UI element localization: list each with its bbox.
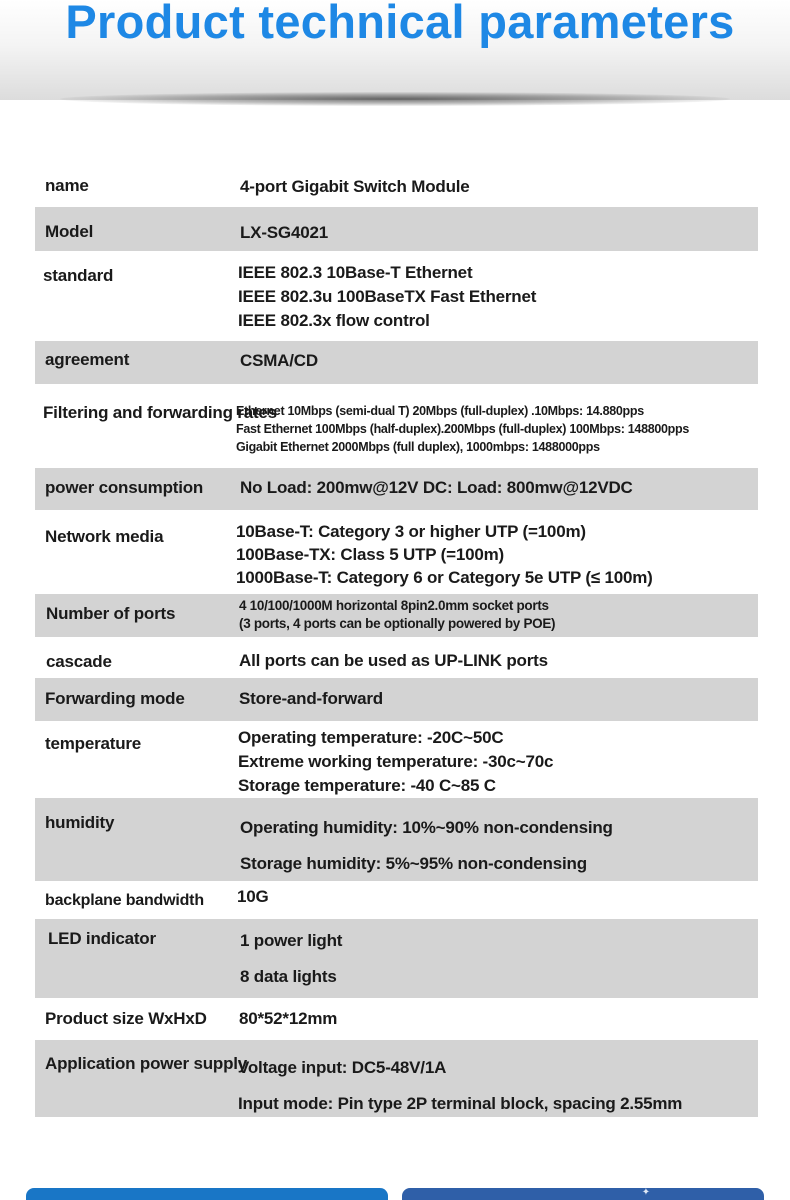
spec-label-line: Model: [45, 222, 94, 241]
spec-label-line: Application: [45, 1054, 136, 1073]
spec-label-line: Product size WxHxD: [45, 1009, 207, 1028]
spec-value-line: Voltage input: DC5-48V/1A: [238, 1058, 447, 1077]
spec-row-backplane-bandwidth: [35, 881, 758, 919]
spec-value-line: 8 data lights: [240, 967, 337, 986]
spec-label: [45, 889, 204, 912]
spec-label: [45, 348, 129, 371]
spec-value-line: IEEE 802.3u 100BaseTX Fast Ethernet: [238, 287, 537, 306]
spec-label: [45, 1007, 207, 1030]
spec-value-line: Operating temperature: -20C~50C: [238, 728, 504, 747]
spec-row-agreement: [35, 341, 758, 384]
spec-value-line: Storage temperature: -40 C~85 C: [238, 776, 496, 795]
spec-label: [45, 732, 141, 755]
spec-label: [45, 525, 163, 548]
spec-label: [45, 1052, 247, 1075]
spec-label-line: humidity: [45, 813, 115, 832]
spec-label-line: agreement: [45, 350, 130, 369]
spec-value: [237, 885, 269, 909]
spec-value: [239, 649, 548, 673]
spec-row-power-consumption: [35, 468, 758, 510]
spec-value-line: 10G: [237, 887, 269, 906]
spec-table: [35, 162, 758, 1117]
spec-row-forwarding-mode: [35, 678, 758, 721]
spec-value-line: 1000Base-T: Category 6 or Category 5e UTP (≤ 100m): [236, 568, 653, 587]
spec-value-line: 4-port Gigabit Switch Module: [240, 177, 470, 196]
spec-label-line: LED indicator: [48, 929, 156, 948]
spec-value-line: Storage humidity: 5%~95% non-condensing: [240, 854, 587, 873]
spec-value-line: IEEE 802.3x flow control: [238, 311, 430, 330]
spec-value: [239, 597, 555, 633]
spec-row-standard: [35, 251, 758, 341]
spec-row-name: [35, 162, 758, 207]
spec-row-cascade: [35, 637, 758, 678]
spec-value-line: CSMA/CD: [240, 351, 318, 370]
spec-row-filtering: [35, 384, 758, 468]
spec-label-line: forwarding rates: [146, 403, 277, 422]
spec-label: [46, 650, 112, 673]
spec-value-line: Extreme working temperature: -30c~70c: [238, 752, 554, 771]
spec-value: [240, 810, 613, 882]
spec-value: [240, 221, 328, 245]
spec-value-line: Gigabit Ethernet 2000Mbps (full duplex), 1000mbps: 1488000pps: [236, 440, 600, 454]
spec-value-line: 1 power light: [240, 931, 343, 950]
spec-value-line: 80*52*12mm: [239, 1009, 338, 1028]
spec-row-number-of-ports: [35, 594, 758, 637]
spec-value-line: Operating humidity: 10%~90% non-condensing: [240, 818, 613, 837]
bottom-banner-right: [402, 1188, 764, 1200]
spec-value-line: LX-SG4021: [240, 223, 328, 242]
spec-label: [46, 602, 175, 625]
spec-row-network-media: [35, 510, 758, 594]
spec-label: [45, 174, 89, 197]
spec-value: [239, 1007, 337, 1031]
spec-value-line: Fast Ethernet 100Mbps (half-duplex).200Mbps (full-duplex) 100Mbps: 148800pps: [236, 422, 689, 436]
spec-value: [240, 923, 342, 995]
spec-label-line: standard: [43, 266, 114, 285]
spec-label: [43, 264, 113, 287]
spec-label: [45, 476, 203, 499]
spec-label: [45, 811, 114, 834]
spec-label: [45, 220, 93, 243]
spec-value: [238, 261, 536, 333]
bottom-logo-icon: ✦: [641, 1187, 651, 1198]
spec-label-line: power supply: [139, 1054, 248, 1073]
spec-value-line: No Load: 200mw@12V DC: Load: 800mw@12VDC: [240, 478, 633, 497]
header-shadow: [60, 92, 730, 106]
spec-value: [238, 1050, 682, 1122]
spec-label-line: power consumption: [45, 478, 204, 497]
spec-label-line: cascade: [46, 652, 112, 671]
spec-row-model: [35, 207, 758, 251]
spec-label-line: temperature: [45, 734, 142, 753]
spec-row-led-indicator: [35, 919, 758, 998]
spec-value: [236, 520, 653, 589]
spec-label-line: Number of ports: [46, 604, 176, 623]
spec-value: [240, 349, 318, 373]
spec-value: [240, 175, 470, 199]
spec-value: [238, 726, 553, 798]
spec-value: [236, 402, 689, 456]
spec-value-line: Store-and-forward: [239, 689, 383, 708]
spec-value-line: Ethernet 10Mbps (semi-dual T) 20Mbps (full-duplex) .10Mbps: 14.880pps: [236, 404, 644, 418]
spec-value: [240, 476, 633, 500]
spec-label: [45, 687, 185, 710]
spec-row-humidity: [35, 798, 758, 881]
spec-label-line: name: [45, 176, 89, 195]
spec-label-line: Network media: [45, 527, 164, 546]
spec-value-line: Input mode: Pin type 2P terminal block, spacing 2.55mm: [238, 1094, 683, 1113]
spec-value-line: (3 ports, 4 ports can be optionally powered by POE): [239, 616, 556, 631]
spec-value-line: 10Base-T: Category 3 or higher UTP (=100m): [236, 522, 586, 541]
bottom-banner-left: [26, 1188, 388, 1200]
spec-value-line: All ports can be used as UP-LINK ports: [239, 651, 548, 670]
spec-value: [239, 687, 383, 711]
spec-label-line: Filtering and: [43, 403, 143, 422]
spec-label-line: backplane bandwidth: [45, 892, 204, 909]
spec-row-temperature: [35, 721, 758, 798]
spec-value-line: 4 10/100/1000M horizontal 8pin2.0mm socket ports: [239, 598, 549, 613]
header-banner: [0, 0, 790, 100]
page-title: Product technical parameters: [65, 0, 735, 48]
spec-row-product-size: [35, 998, 758, 1040]
spec-label: [48, 927, 156, 950]
spec-value-line: IEEE 802.3 10Base-T Ethernet: [238, 263, 473, 282]
spec-label-line: Forwarding mode: [45, 689, 185, 708]
spec-value-line: 100Base-TX: Class 5 UTP (=100m): [236, 545, 504, 564]
spec-row-application-power-supply: [35, 1040, 758, 1117]
